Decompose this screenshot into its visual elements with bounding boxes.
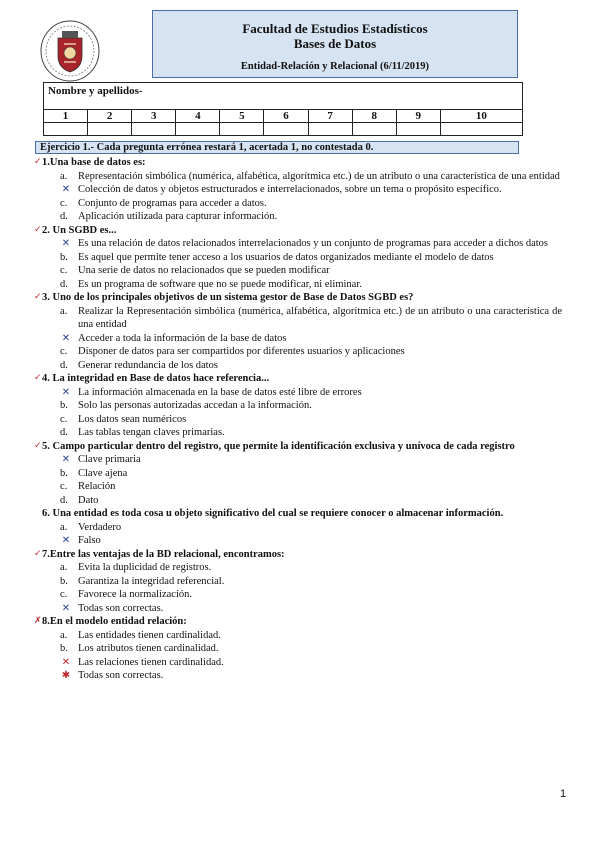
grid-number: 3 <box>132 110 176 123</box>
check-mark: ✓ <box>34 440 42 451</box>
option-text: Los datos sean numéricos <box>78 413 187 425</box>
option-label: a. <box>60 562 68 573</box>
option-text: Garantiza la integridad referencial. <box>78 575 225 587</box>
grid-number: 7 <box>308 110 352 123</box>
answer-cell[interactable] <box>176 123 220 136</box>
question-title: 2. Un SGBD es... <box>42 224 117 236</box>
option-text: Es una relación de datos relacionados interrelacionados y un conjunto de programas para acceder a dichos datos <box>78 238 548 249</box>
option-text: Clave ajena <box>78 467 128 479</box>
option-corrected[interactable] <box>42 656 562 670</box>
option-label: b. <box>60 467 68 479</box>
option-label: b. <box>60 251 68 263</box>
option-selected[interactable] <box>42 183 562 197</box>
option-text: Todas son correctas. <box>78 602 164 614</box>
option-label: a. <box>60 170 68 182</box>
grid-number: 2 <box>88 110 132 123</box>
exercise-title: Ejercicio 1.- Cada pregunta errónea restará 1, acertada 1, no contestada 0. <box>35 141 519 154</box>
option-text: Clave primaria <box>78 454 141 465</box>
option-label: c. <box>60 481 68 492</box>
option-text: Colección de datos y objetos estructurados e interrelacionados, sobre un tema o propósito específico. <box>78 184 502 195</box>
option-label: a. <box>60 305 68 317</box>
option-text: La información almacenada en la base de datos esté libre de errores <box>78 386 362 398</box>
option-text: Es un programa de software que no se puede modificar, ni eliminar. <box>78 278 362 290</box>
grid-number: 8 <box>352 110 396 123</box>
option[interactable] <box>42 494 562 508</box>
check-mark: ✓ <box>34 157 42 167</box>
option[interactable] <box>42 561 562 575</box>
option[interactable] <box>42 480 562 494</box>
option-text: Aplicación utilizada para capturar información. <box>78 211 278 222</box>
option-text: Relación <box>78 481 116 492</box>
questions-list <box>34 156 562 683</box>
question-title: 4. La integridad en Base de datos hace referencia... <box>42 373 270 384</box>
option-label: c. <box>60 346 68 357</box>
option-selected[interactable] <box>42 237 562 251</box>
option-text: Acceder a toda la información de la base de datos <box>78 332 287 344</box>
answer-cell[interactable] <box>132 123 176 136</box>
option[interactable] <box>42 210 562 224</box>
option-label: d. <box>60 211 68 222</box>
grid-number: 4 <box>176 110 220 123</box>
cross-mark-icon: ✕ <box>61 454 71 465</box>
option-text: Los atributos tienen cardinalidad. <box>78 643 219 654</box>
question-5 <box>34 440 562 508</box>
option-text: Las tablas tengan claves primarias. <box>78 427 225 438</box>
cross-mark-icon: ✕ <box>61 184 71 195</box>
scribble-mark-icon: ✱ <box>61 670 71 681</box>
option-text: Generar redundancia de los datos <box>78 359 218 371</box>
question-6 <box>42 507 562 548</box>
name-field[interactable] <box>44 83 523 110</box>
option-selected[interactable] <box>42 332 562 346</box>
option[interactable] <box>42 521 562 535</box>
grid-number: 6 <box>264 110 308 123</box>
option-label: a. <box>60 521 68 533</box>
option[interactable] <box>42 170 562 184</box>
option-label: b. <box>60 400 68 411</box>
option-text: Disponer de datos para ser compartidos por diferentes usuarios y aplicaciones <box>78 346 405 357</box>
grid-number: 1 <box>44 110 88 123</box>
option-label: d. <box>60 427 68 438</box>
answer-cell[interactable] <box>440 123 522 136</box>
question-1 <box>34 156 562 224</box>
option-text: Conjunto de programas para acceder a datos. <box>78 197 267 209</box>
option-text: Dato <box>78 494 99 506</box>
wrong-mark: ✗ <box>34 616 42 626</box>
option[interactable] <box>42 278 562 292</box>
option-text: Realizar la Representación simbólica (numérica, alfabética, algorítmica etc.) de un atributo o una característica de una entidad <box>78 305 562 330</box>
university-seal-logo <box>40 20 100 82</box>
question-title: 5. Campo particular dentro del registro, que permite la identificación exclusiva y unívoca de cada registro <box>42 440 515 452</box>
exam-subtitle: Entidad-Relación y Relacional (6/11/2019) <box>240 61 430 72</box>
option-text: Una serie de datos no relacionados que se pueden modificar <box>78 265 330 276</box>
answer-cell[interactable] <box>352 123 396 136</box>
option-text: Solo las personas autorizadas accedan a la información. <box>78 400 312 411</box>
option-text: Las entidades tienen cardinalidad. <box>78 629 221 641</box>
subject-title: Bases de Datos <box>293 36 377 51</box>
name-label: Nombre y apellidos- <box>48 85 143 97</box>
option-label: c. <box>60 197 68 209</box>
answer-cell[interactable] <box>88 123 132 136</box>
option-selected[interactable] <box>42 453 562 467</box>
option-label: a. <box>60 629 68 641</box>
option[interactable] <box>42 345 562 359</box>
option-label: c. <box>60 413 68 425</box>
question-8 <box>34 615 562 683</box>
option-selected[interactable] <box>42 669 562 683</box>
option-text: Favorece la normalización. <box>78 589 192 600</box>
option[interactable] <box>42 305 562 332</box>
option[interactable] <box>42 359 562 373</box>
answer-cell[interactable] <box>396 123 440 136</box>
option-selected[interactable] <box>42 534 562 548</box>
grid-number: 9 <box>396 110 440 123</box>
check-mark: ✓ <box>34 373 42 383</box>
option-selected[interactable] <box>42 386 562 400</box>
answer-cell[interactable] <box>308 123 352 136</box>
answer-grid <box>43 82 523 136</box>
option-text: Representación simbólica (numérica, alfabética, algorítmica etc.) de un atributo o una característica de una entidad <box>78 170 560 182</box>
option-text: Verdadero <box>78 521 122 533</box>
exam-header <box>152 10 518 78</box>
option-text: Es aquel que permite tener acceso a los usuarios de datos organizados mediante el modelo de datos <box>78 251 494 263</box>
option[interactable] <box>42 588 562 602</box>
cross-mark-icon: ✕ <box>61 656 71 668</box>
option-text: Las relaciones tienen cardinalidad. <box>78 656 224 668</box>
check-mark: ✓ <box>34 292 42 302</box>
question-7 <box>34 548 562 616</box>
cross-mark-icon: ✕ <box>61 535 71 546</box>
option-label: b. <box>60 575 68 587</box>
option[interactable] <box>42 413 562 427</box>
option-label: d. <box>60 359 68 371</box>
option[interactable] <box>42 251 562 265</box>
question-title: 3. Uno de los principales objetivos de un sistema gestor de Base de Datos SGBD es? <box>42 292 414 303</box>
option[interactable] <box>42 426 562 440</box>
option[interactable] <box>42 629 562 643</box>
option-text: Todas son correctas. <box>78 670 164 681</box>
option[interactable] <box>42 467 562 481</box>
option-label: c. <box>60 265 68 276</box>
option[interactable] <box>42 264 562 278</box>
check-mark: ✓ <box>34 224 42 235</box>
answer-cell[interactable] <box>44 123 88 136</box>
option-label: c. <box>60 589 68 600</box>
answer-cell[interactable] <box>220 123 264 136</box>
question-title: 8.En el modelo entidad relación: <box>42 616 187 627</box>
option-selected[interactable] <box>42 602 562 616</box>
cross-mark-icon: ✕ <box>61 238 71 249</box>
cross-mark-icon: ✕ <box>61 332 71 344</box>
question-3 <box>34 291 562 372</box>
answer-cell[interactable] <box>264 123 308 136</box>
page-number: 1 <box>560 788 567 800</box>
question-2 <box>34 224 562 292</box>
question-4 <box>34 372 562 440</box>
option[interactable] <box>42 575 562 589</box>
option-label: d. <box>60 494 68 506</box>
grid-number: 10 <box>440 110 522 123</box>
option-label: d. <box>60 278 68 290</box>
option[interactable] <box>42 642 562 656</box>
option-label: b. <box>60 643 68 654</box>
option-text: Falso <box>78 535 101 546</box>
cross-mark-icon: ✕ <box>61 386 71 398</box>
question-title: 1.Una base de datos es: <box>42 157 146 168</box>
option[interactable] <box>42 197 562 211</box>
faculty-title: Facultad de Estudios Estadísticos <box>242 21 428 36</box>
grid-number: 5 <box>220 110 264 123</box>
question-title: 7.Entre las ventajas de la BD relacional, encontramos: <box>42 548 285 560</box>
question-title: 6. Una entidad es toda cosa u objeto significativo del cual se requiere conocer o almacenar información. <box>42 508 504 519</box>
check-mark: ✓ <box>34 548 42 559</box>
cross-mark-icon: ✕ <box>61 602 71 614</box>
option[interactable] <box>42 399 562 413</box>
option-text: Evita la duplicidad de registros. <box>78 562 212 573</box>
